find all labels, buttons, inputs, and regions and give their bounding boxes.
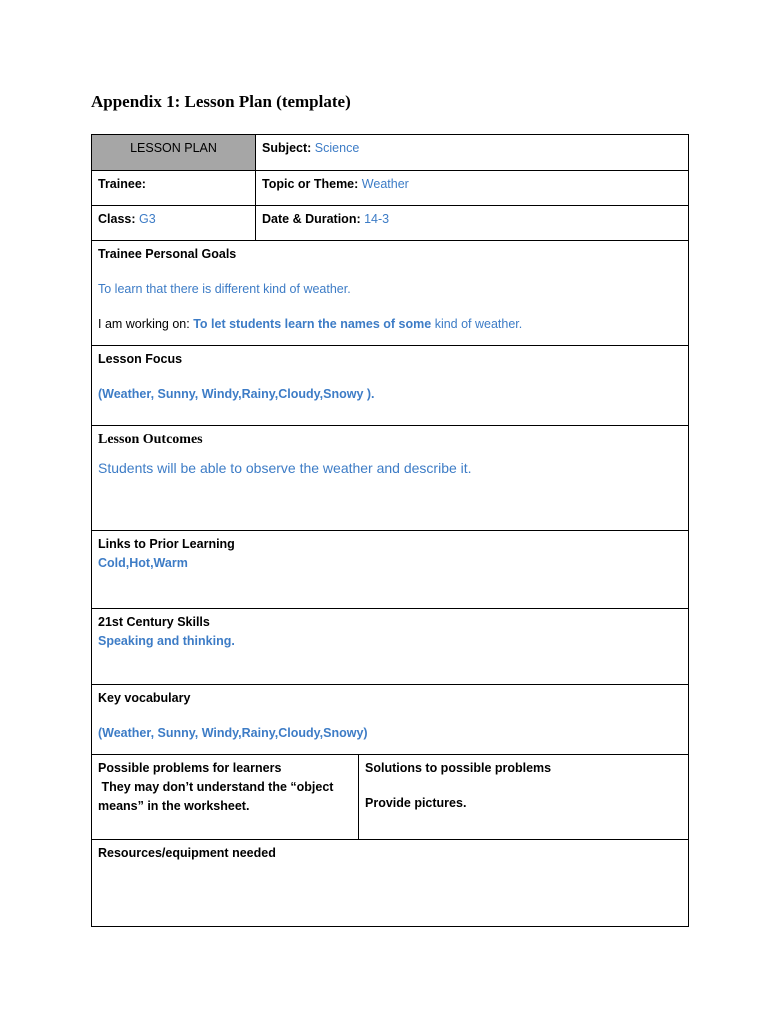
lesson-plan-header-cell (92, 135, 256, 171)
topic-label: Topic or Theme: (262, 177, 359, 191)
trainee-cell (92, 171, 256, 206)
lesson-outcomes-heading: Lesson Outcomes (98, 432, 203, 447)
lesson-outcomes-cell (92, 426, 689, 531)
table-row (92, 346, 689, 426)
table-row (92, 755, 689, 840)
date-cell (256, 206, 689, 241)
solutions-heading: Solutions to possible problems (365, 761, 552, 775)
class-label: Class: (98, 212, 136, 226)
solutions-cell (359, 755, 689, 840)
subject-cell (256, 135, 689, 171)
prior-learning-cell (92, 531, 689, 609)
lesson-plan-table (91, 134, 689, 927)
trainee-label: Trainee: (98, 177, 146, 191)
lesson-focus-cell (92, 346, 689, 426)
lesson-outcomes-value: Students will be able to observe the weather and describe it. (98, 460, 472, 476)
key-vocabulary-value: (Weather, Sunny, Windy,Rainy,Cloudy,Snowy) (98, 726, 368, 740)
class-value: G3 (139, 212, 156, 226)
resources-cell (92, 840, 689, 927)
personal-goals-cell (92, 241, 689, 346)
century-skills-cell (92, 609, 689, 685)
personal-goals-heading: Trainee Personal Goals (98, 247, 237, 261)
possible-problems-cell (92, 755, 359, 840)
working-on-label: I am working on: (98, 317, 190, 331)
lesson-focus-heading: Lesson Focus (98, 352, 183, 366)
possible-problems-heading: Possible problems for learners (98, 761, 282, 775)
solutions-value: Provide pictures. (365, 796, 467, 810)
page-title: Appendix 1: Lesson Plan (template) (91, 92, 351, 111)
table-row (92, 840, 689, 927)
prior-learning-value: Cold,Hot,Warm (98, 556, 188, 570)
table-row (92, 135, 689, 171)
table-row (92, 426, 689, 531)
working-on-bold: To let students learn the names of some (193, 317, 432, 331)
subject-label: Subject: (262, 141, 312, 155)
key-vocabulary-cell (92, 685, 689, 755)
working-on-line (98, 315, 682, 334)
possible-problems-value: They may don’t understand the “object means” in the worksheet. (98, 780, 337, 813)
table-row (92, 241, 689, 346)
century-skills-value: Speaking and thinking. (98, 634, 235, 648)
table-row (92, 206, 689, 241)
prior-learning-heading: Links to Prior Learning (98, 537, 235, 551)
resources-heading: Resources/equipment needed (98, 846, 276, 860)
lesson-plan-label: LESSON PLAN (130, 141, 217, 155)
table-row (92, 171, 689, 206)
class-cell (92, 206, 256, 241)
personal-goals-line: To learn that there is different kind of weather. (98, 282, 351, 296)
date-label: Date & Duration: (262, 212, 361, 226)
subject-value: Science (314, 141, 360, 155)
topic-cell (256, 171, 689, 206)
century-skills-heading: 21st Century Skills (98, 615, 210, 629)
lesson-focus-value: (Weather, Sunny, Windy,Rainy,Cloudy,Snowy ). (98, 387, 375, 401)
working-on-rest: kind of weather. (434, 317, 523, 331)
table-row (92, 609, 689, 685)
table-row (92, 531, 689, 609)
topic-value: Weather (361, 177, 409, 191)
table-row (92, 685, 689, 755)
date-value: 14-3 (364, 212, 390, 226)
key-vocabulary-heading: Key vocabulary (98, 691, 191, 705)
